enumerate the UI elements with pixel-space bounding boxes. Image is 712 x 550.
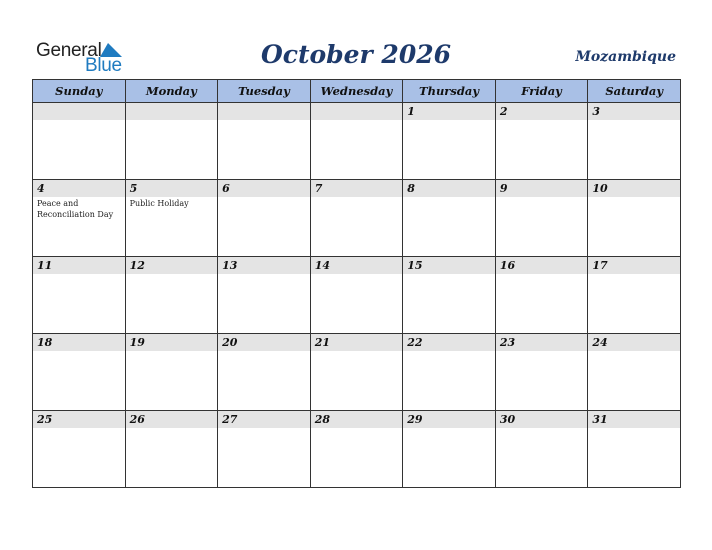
day-number: 16 — [496, 257, 588, 274]
day-cell — [125, 257, 218, 334]
weekday-header: Sunday — [33, 80, 126, 103]
day-cell — [125, 411, 218, 488]
day-cell — [310, 411, 403, 488]
day-cell — [218, 257, 311, 334]
day-cell — [310, 180, 403, 257]
day-number: 2 — [496, 103, 588, 120]
weekday-header: Thursday — [403, 80, 496, 103]
week-row — [33, 411, 681, 488]
day-cell — [218, 103, 311, 180]
day-number: 19 — [126, 334, 218, 351]
day-cell — [403, 411, 496, 488]
weekday-header: Saturday — [588, 80, 681, 103]
day-cell — [33, 180, 126, 257]
day-cell — [33, 257, 126, 334]
calendar-title: October 2026 — [260, 40, 452, 69]
day-number: 18 — [33, 334, 125, 351]
day-number: 9 — [496, 180, 588, 197]
day-cell — [218, 334, 311, 411]
holiday-label: Peace and Reconciliation Day — [37, 199, 114, 219]
weekday-header: Friday — [495, 80, 588, 103]
day-cell — [495, 257, 588, 334]
day-number: 20 — [218, 334, 310, 351]
weekday-header: Monday — [125, 80, 218, 103]
logo-word-general: General — [36, 40, 102, 61]
week-row — [33, 103, 681, 180]
day-cell — [588, 103, 681, 180]
day-number: 12 — [126, 257, 218, 274]
day-number: 29 — [403, 411, 495, 428]
day-cell — [33, 103, 126, 180]
day-number: 21 — [311, 334, 403, 351]
day-number: 13 — [218, 257, 310, 274]
day-cell — [495, 103, 588, 180]
day-cell — [33, 334, 126, 411]
day-number: 31 — [588, 411, 680, 428]
day-number: 22 — [403, 334, 495, 351]
week-row — [33, 257, 681, 334]
day-cell — [310, 103, 403, 180]
day-number: 15 — [403, 257, 495, 274]
day-cell — [125, 334, 218, 411]
day-number — [33, 103, 125, 120]
calendar-grid — [32, 79, 681, 488]
day-cell — [588, 257, 681, 334]
day-cell — [403, 334, 496, 411]
day-cell — [218, 411, 311, 488]
logo-word-blue: Blue — [85, 55, 122, 76]
day-number: 6 — [218, 180, 310, 197]
day-number: 24 — [588, 334, 680, 351]
day-cell — [403, 257, 496, 334]
week-row — [33, 180, 681, 257]
day-number: 3 — [588, 103, 680, 120]
day-cell — [403, 180, 496, 257]
day-cell — [495, 411, 588, 488]
day-number: 10 — [588, 180, 680, 197]
day-number: 4 — [33, 180, 125, 197]
day-cell — [125, 180, 218, 257]
day-cell — [310, 257, 403, 334]
day-cell — [495, 180, 588, 257]
day-number — [311, 103, 403, 120]
day-cell — [495, 334, 588, 411]
day-cell — [125, 103, 218, 180]
day-number: 7 — [311, 180, 403, 197]
day-number: 17 — [588, 257, 680, 274]
day-number: 14 — [311, 257, 403, 274]
country-label: Mozambique — [575, 49, 676, 65]
day-cell — [588, 334, 681, 411]
day-number: 23 — [496, 334, 588, 351]
day-number: 8 — [403, 180, 495, 197]
day-cell — [218, 180, 311, 257]
day-number: 26 — [126, 411, 218, 428]
day-number: 30 — [496, 411, 588, 428]
week-row — [33, 334, 681, 411]
day-cell — [588, 411, 681, 488]
day-number: 1 — [403, 103, 495, 120]
day-cell — [33, 411, 126, 488]
weekday-header: Wednesday — [310, 80, 403, 103]
day-number: 5 — [126, 180, 218, 197]
day-cell — [403, 103, 496, 180]
day-number: 11 — [33, 257, 125, 274]
day-number: 27 — [218, 411, 310, 428]
weekday-header-row — [33, 80, 681, 103]
holiday-label: Public Holiday — [129, 199, 189, 208]
day-number — [218, 103, 310, 120]
day-cell — [310, 334, 403, 411]
day-number: 28 — [311, 411, 403, 428]
day-cell — [588, 180, 681, 257]
day-number — [126, 103, 218, 120]
weekday-header: Tuesday — [218, 80, 311, 103]
day-number: 25 — [33, 411, 125, 428]
